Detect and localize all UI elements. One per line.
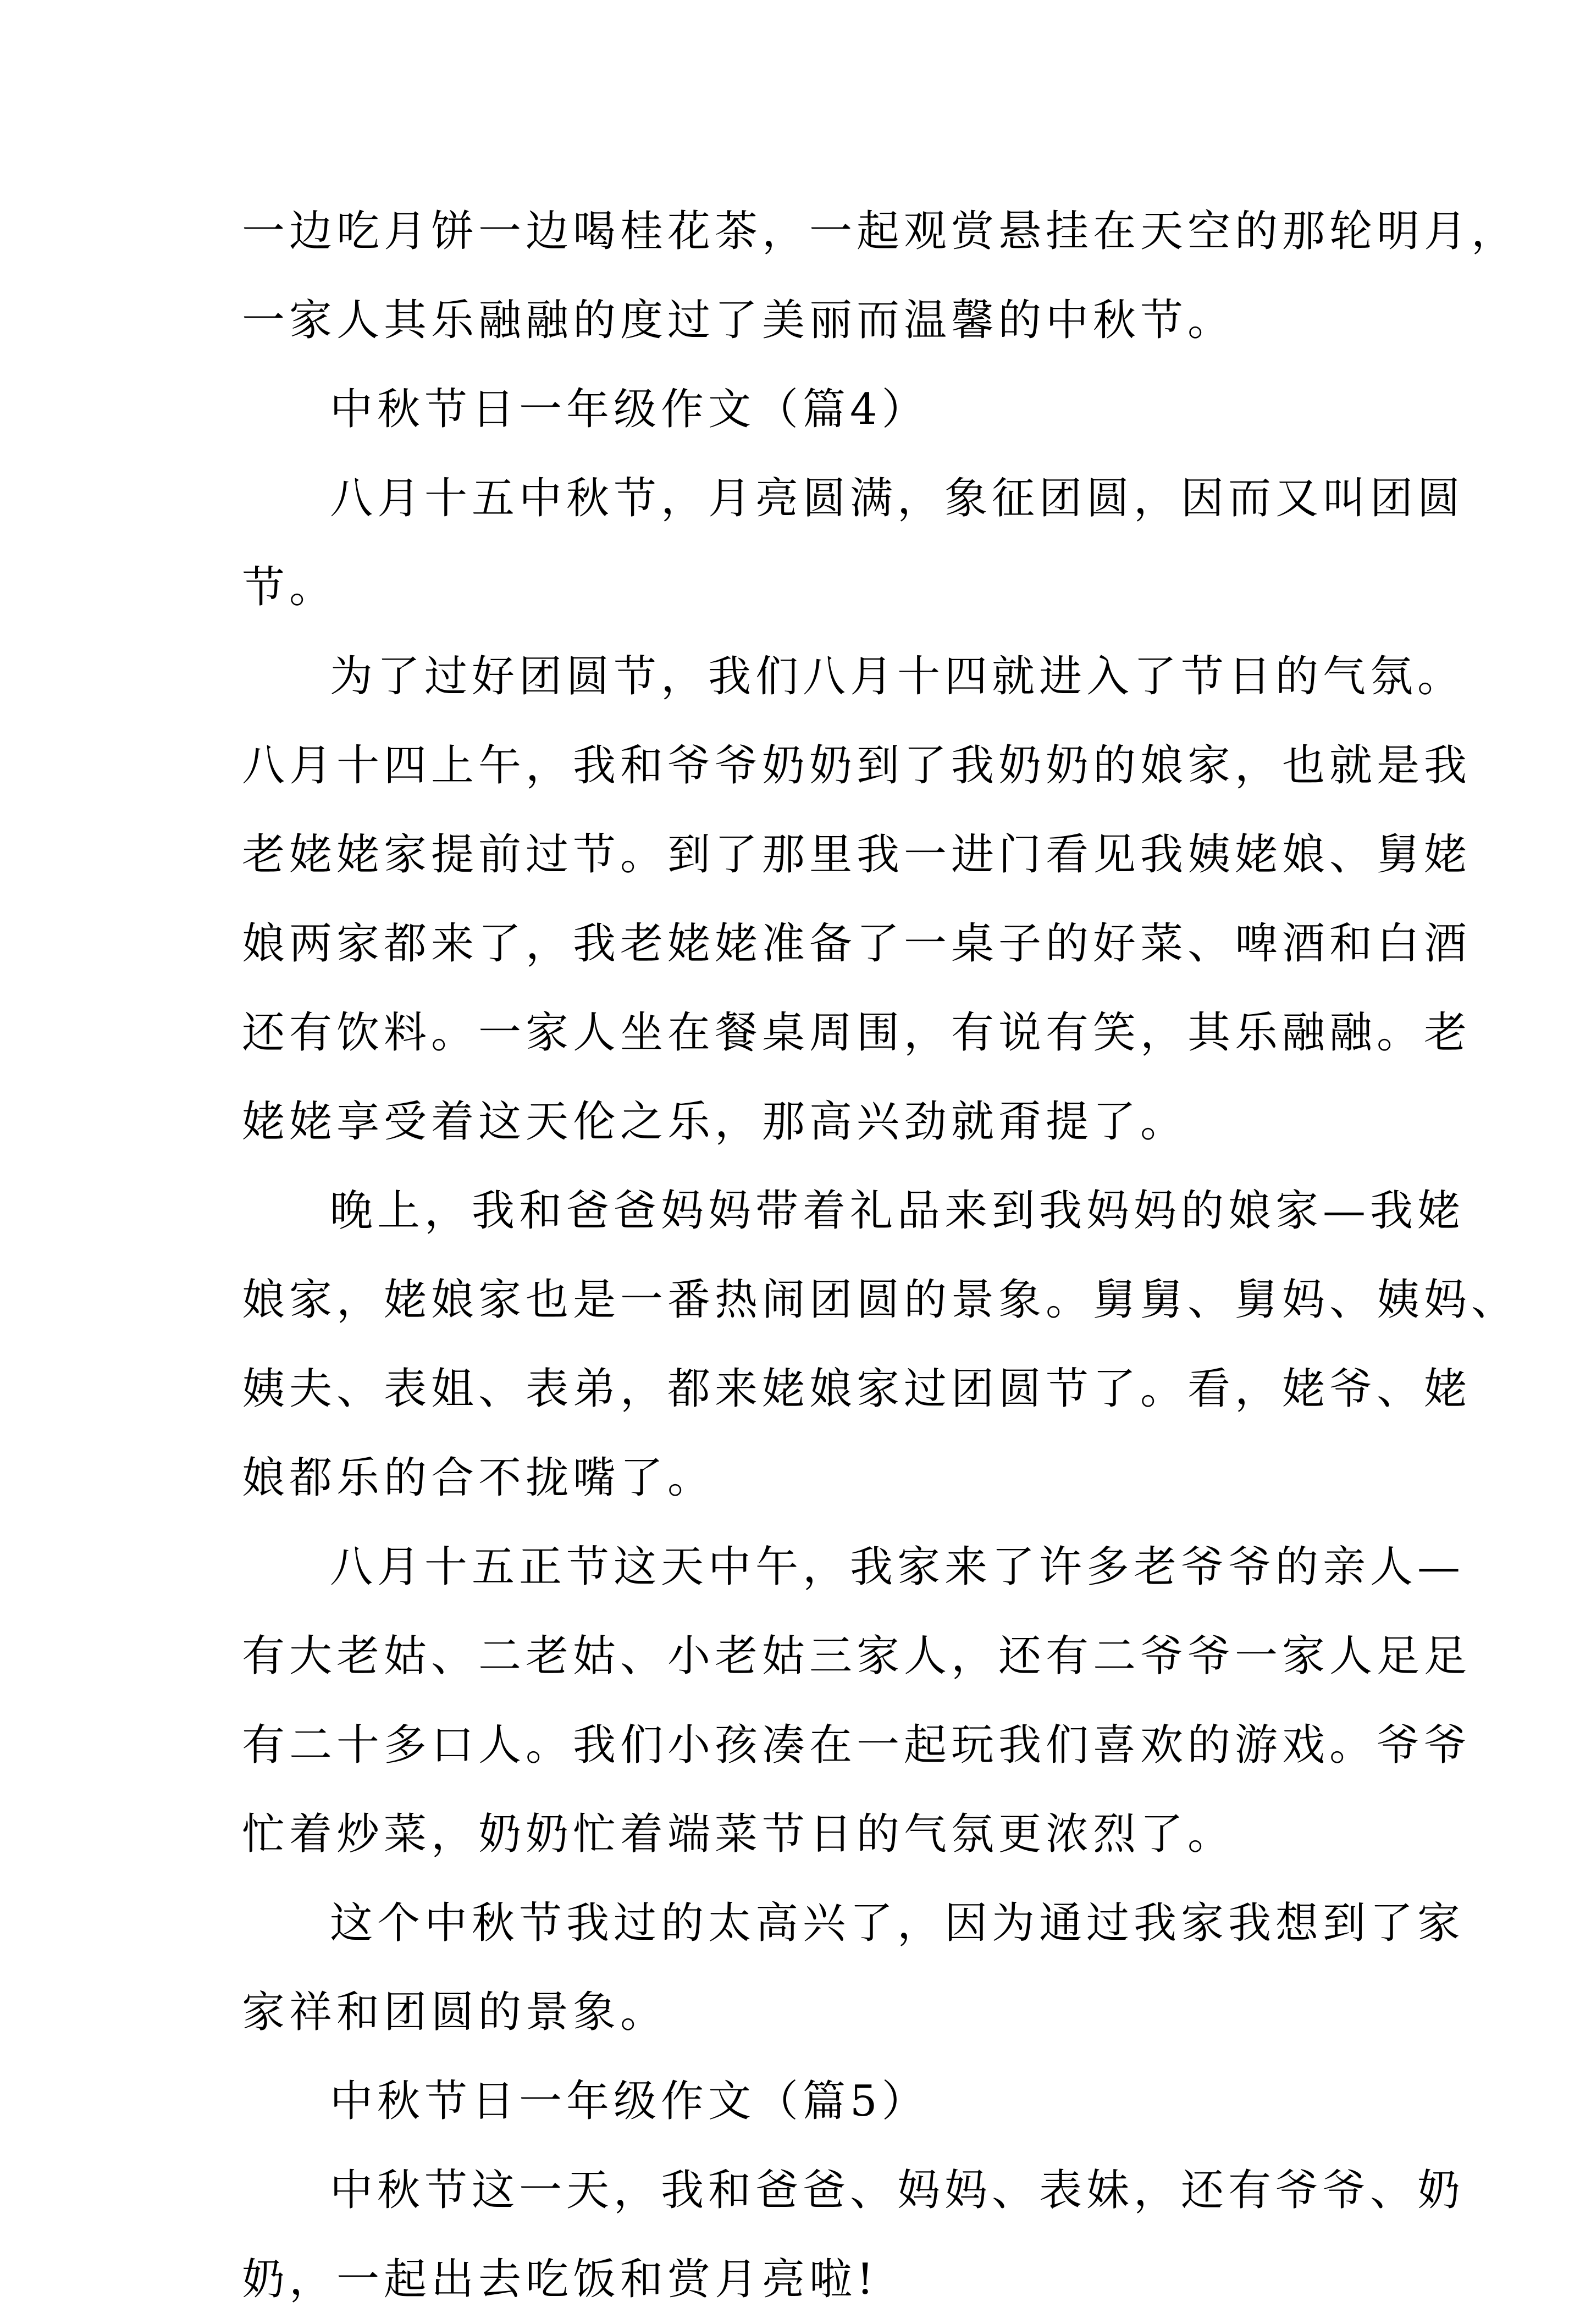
text-line: 八月十四上午，我和爷爷奶奶到了我奶奶的娘家，也就是我 (242, 741, 1472, 790)
text-line: 有二十多口人。我们小孩凑在一起玩我们喜欢的游戏。爷爷 (242, 1720, 1472, 1770)
paragraph-start: 八月十五正节这天中午，我家来了许多老爷爷的亲人— (330, 1542, 1465, 1592)
section-heading: 中秋节日一年级作文（篇5） (330, 2077, 929, 2126)
document-page (242, 187, 1519, 2324)
text-line: 娘都乐的合不拢嘴了。 (242, 1453, 715, 1503)
text-line: 有大老姑、二老姑、小老姑三家人，还有二爷爷一家人足足 (242, 1631, 1472, 1681)
section-heading: 中秋节日一年级作文（篇4） (330, 385, 929, 434)
text-line: 还有饮料。一家人坐在餐桌周围，有说有笑，其乐融融。老 (242, 1008, 1472, 1058)
text-line: 老姥姥家提前过节。到了那里我一进门看见我姨姥娘、舅姥 (242, 830, 1472, 879)
text-line: 忙着炒菜，奶奶忙着端菜节日的气氛更浓烈了。 (242, 1810, 1235, 1859)
text-line: 娘两家都来了，我老姥姥准备了一桌子的好菜、啤酒和白酒 (242, 919, 1472, 969)
text-line: 家祥和团圆的景象。 (242, 1988, 668, 2037)
text-line: 节。 (242, 563, 337, 612)
text-line: 姥姥享受着这天伦之乐，那高兴劲就甭提了。 (242, 1097, 1188, 1147)
paragraph-start: 为了过好团圆节，我们八月十四就进入了节日的气氛。 (330, 652, 1465, 701)
paragraph-start: 中秋节这一天，我和爸爸、妈妈、表妹，还有爷爷、奶 (330, 2166, 1465, 2215)
text-line: 娘家，姥娘家也是一番热闹团圆的景象。舅舅、舅妈、姨妈、 (242, 1275, 1519, 1325)
text-line: 一家人其乐融融的度过了美丽而温馨的中秋节。 (242, 296, 1235, 345)
paragraph-start: 这个中秋节我过的太高兴了，因为通过我家我想到了家 (330, 1899, 1465, 1948)
text-line: 姨夫、表姐、表弟，都来姥娘家过团圆节了。看，姥爷、姥 (242, 1364, 1472, 1414)
text-line: 奶，一起出去吃饭和赏月亮啦! (242, 2255, 879, 2304)
text-line: 一边吃月饼一边喝桂花茶，一起观赏悬挂在天空的那轮明月， (242, 207, 1519, 256)
paragraph-start: 八月十五中秋节，月亮圆满，象征团圆，因而又叫团圆 (330, 474, 1465, 523)
paragraph-start: 晚上，我和爸爸妈妈带着礼品来到我妈妈的娘家—我姥 (330, 1186, 1465, 1236)
